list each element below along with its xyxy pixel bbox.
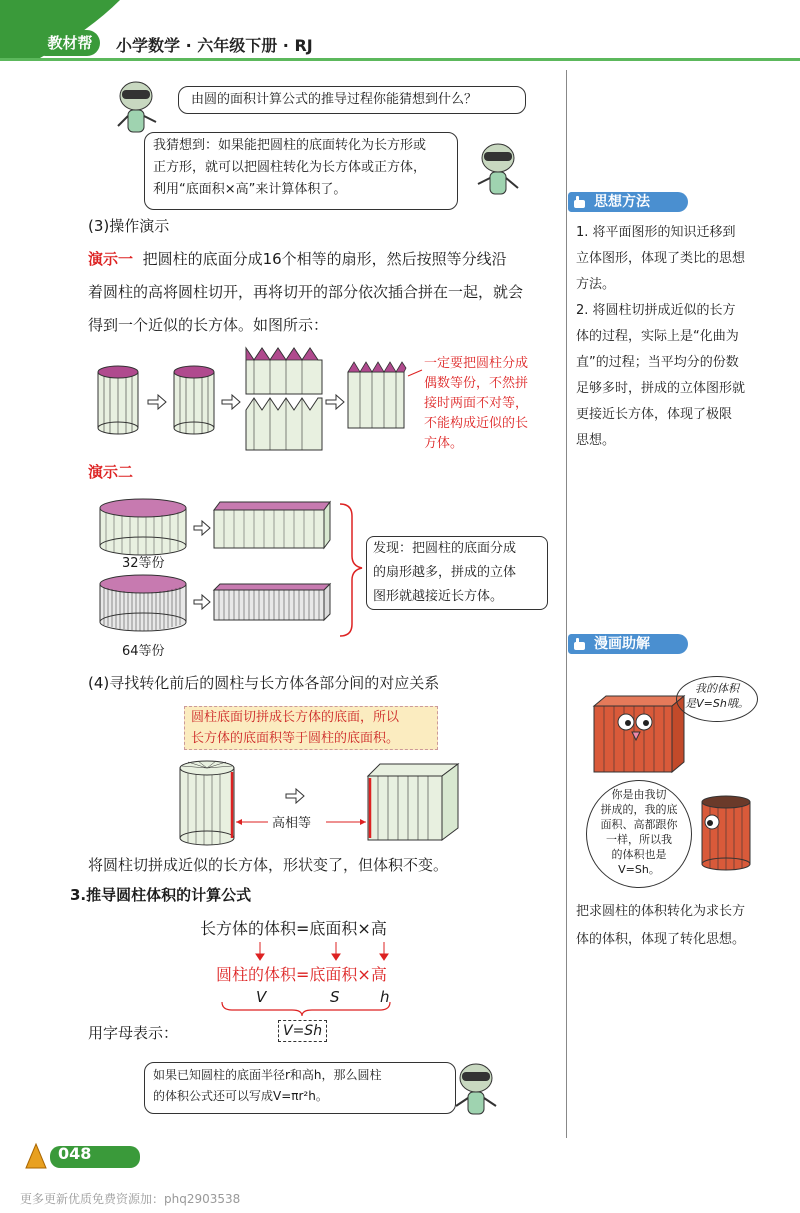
finding-line: 的扇形越多，拼成的立体 (373, 565, 517, 580)
comic-bubble-line: V=Sh。 (618, 863, 660, 876)
comic-caption-line: 体的体积，体现了转化思想。 (576, 932, 746, 947)
tip-line: 如果已知圆柱的底面半径r和高h，那么圆柱 (153, 1068, 382, 1082)
note-line: 不能构成近似的长 (424, 416, 529, 431)
arrow-right-icon (286, 789, 304, 803)
arrow-right-icon (326, 395, 344, 409)
formula-heading: 3.推导圆柱体积的计算公式 (70, 886, 252, 904)
cylinder-character (702, 796, 750, 870)
page-number: 048 (58, 1144, 92, 1163)
hand-icon (572, 636, 588, 652)
approx-cuboid (348, 362, 406, 428)
tip-line: 的体积公式还可以写成V=πr²h。 (153, 1089, 328, 1103)
demo1-figure (96, 340, 426, 452)
demo1-label: 演示一 (88, 250, 134, 268)
star-icon (26, 1144, 46, 1168)
comic-title-text: 漫画助解 (594, 636, 650, 652)
comic-bubble-line: 面积、高都跟你 (600, 818, 678, 831)
arrowhead-icon (236, 819, 242, 825)
cylinder-1 (98, 366, 138, 434)
section4-heading: (4)寻找转化前后的圆柱与长方体各部分间的对应关系 (88, 674, 440, 692)
comic-bubble-cylinder (586, 780, 692, 888)
relation-figure (176, 752, 466, 848)
cylinder-2 (174, 366, 214, 434)
var-v: V (256, 988, 267, 1006)
arrow-right-icon (148, 395, 166, 409)
method-line: 足够多时，拼成的立体图形就 (576, 381, 746, 396)
var-h: h (380, 988, 390, 1006)
finding-line: 图形就越接近长方体。 (373, 589, 504, 604)
demo1-line: 着圆柱的高将圆柱切开，再将切开的部分依次插合拼在一起，就会 (88, 283, 524, 301)
cuboid-character (594, 696, 684, 772)
note-line: 一定要把圆柱分成 (424, 356, 529, 371)
height-label: 高相等 (272, 816, 312, 831)
column-divider (566, 70, 567, 1138)
relation-line: 长方体的底面积等于圆柱的底面积。 (191, 731, 400, 746)
method-line: 更接近长方体，体现了极限 (576, 407, 733, 422)
note-line: 方体。 (424, 436, 464, 451)
relation-line: 圆柱底面切拼成长方体的底面，所以 (191, 710, 400, 725)
comic-bubble-line: 是V=Sh哦。 (685, 697, 749, 710)
watermark: 更多更新优质免费资源加：phq2903538 (20, 1192, 241, 1206)
header-divider (0, 58, 800, 61)
demo1-line (88, 243, 558, 276)
bracket (340, 504, 362, 636)
section4-conclusion: 将圆柱切拼成近似的长方体，形状变了，但体积不变。 (88, 856, 449, 874)
letters-label: 用字母表示： (88, 1024, 179, 1042)
demo1-line: 得到一个近似的长方体。如图所示： (88, 316, 329, 334)
demo2-label: 演示二 (88, 463, 134, 481)
relation-cuboid (368, 764, 458, 840)
robot-icon (110, 78, 166, 138)
question-bubble: 由圆的面积计算公式的推导过程你能猜想到什么？ (178, 86, 526, 114)
method-title-text: 思想方法 (594, 194, 650, 210)
comic-bubble-line: 的体积也是 (611, 848, 667, 861)
comic-caption (576, 898, 776, 954)
demo1-paragraph (88, 243, 558, 342)
formula-brace (222, 1002, 390, 1016)
tip-bubble (144, 1062, 456, 1114)
hand-icon (572, 194, 588, 210)
comic-caption-line: 把求圆柱的体积转化为求长方 (576, 904, 746, 919)
cylinder-formula: 圆柱的体积=底面积×高 (216, 965, 387, 984)
label-64: 64等份 (122, 644, 165, 659)
cuboid-32 (214, 502, 330, 548)
header-tag: 教材帮 (40, 30, 100, 56)
section3-heading: (3)操作演示 (88, 217, 170, 235)
robot-icon (448, 1060, 504, 1120)
arrow-right-icon (194, 521, 210, 535)
method-line: 立体图形，体现了类比的思想 (576, 251, 746, 266)
finding-box (366, 536, 548, 610)
header-title: 小学数学 · 六年级下册 · RJ (116, 36, 313, 55)
method-content (576, 220, 772, 454)
cylinder-64 (100, 575, 186, 631)
note-line: 偶数等份，不然拼 (424, 376, 529, 391)
comic-bubble-line: 你是由我切 (611, 788, 667, 801)
comic-bubble-line: 我的体积 (695, 682, 739, 695)
guess-bubble (144, 132, 458, 210)
demo2-figure (96, 496, 366, 646)
relation-cylinder (180, 761, 234, 845)
guess-line: 我猜想到：如果能把圆柱的底面转化为长方形或 (153, 138, 427, 153)
cuboid-formula: 长方体的体积=底面积×高 (200, 919, 387, 938)
demo1-note (424, 354, 528, 454)
robot-icon (470, 140, 526, 200)
label-32: 32等份 (122, 556, 165, 571)
method-line: 2. 将圆柱切拼成近似的长方 (576, 303, 736, 318)
guess-line: 正方形，就可以把圆柱转化为长方体或正方体， (153, 160, 427, 175)
finding-line: 发现：把圆柱的底面分成 (373, 541, 517, 556)
relation-box (184, 706, 438, 750)
comic-bubble-line: 一样，所以我 (606, 833, 672, 846)
arrow-right-icon (194, 595, 210, 609)
arrowhead-icon (360, 819, 366, 825)
demo1-text: 把圆柱的底面分成16个相等的扇形，然后按照等分线沿 (142, 250, 507, 268)
comic-bubble-cuboid (676, 676, 758, 722)
note-line: 接时两面不对等， (424, 396, 529, 411)
method-line: 方法。 (576, 277, 616, 292)
var-s: S (330, 988, 340, 1006)
cylinder-32 (100, 499, 186, 555)
method-line: 直”的过程；当平均分的份数 (576, 355, 739, 370)
arrow-right-icon (222, 395, 240, 409)
method-line: 体的过程，实际上是“化曲为 (576, 329, 739, 344)
method-line: 1. 将平面图形的知识迁移到 (576, 225, 736, 240)
cuboid-64 (214, 584, 330, 620)
guess-line: 利用“底面积×高”来计算体积了。 (153, 182, 347, 197)
method-line: 思想。 (576, 433, 616, 448)
letters-formula: V=Sh (278, 1020, 327, 1042)
note-pointer (408, 370, 422, 376)
comic-bubble-line: 拼成的，我的底 (600, 803, 678, 816)
split-pieces (246, 348, 322, 450)
